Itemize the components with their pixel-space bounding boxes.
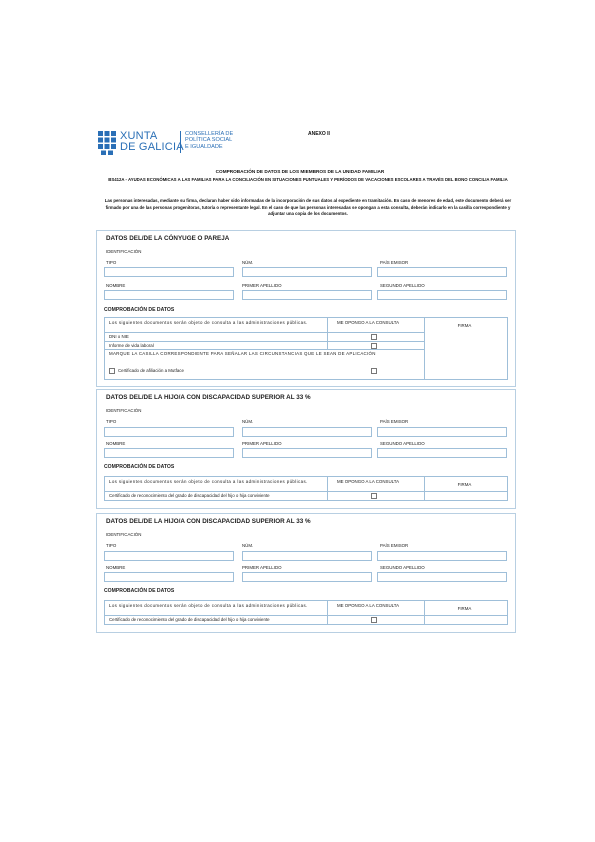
pais-label: PAÍS EMISOR	[380, 419, 409, 424]
primer-apellido-label: PRIMER APELLIDO	[242, 283, 282, 288]
logo-line1: XUNTA	[120, 130, 158, 142]
section-conyuge	[96, 230, 516, 387]
num-label: NÚM.	[242, 260, 254, 265]
logo-line2: DE GALICIA	[120, 141, 184, 153]
me-opongo-header: ME OPONGO A LA CONSULTA	[336, 603, 400, 608]
identification-label: IDENTIFICACIÓN	[106, 408, 142, 413]
mutface-checkbox[interactable]	[109, 368, 115, 374]
segundo-apellido-label: SEGUNDO APELLIDO	[380, 441, 425, 446]
segundo-apellido-label: SEGUNDO APELLIDO	[380, 565, 425, 570]
num-label: NÚM.	[242, 543, 254, 548]
dept-line1: CONSELLERÍA DE	[185, 131, 234, 137]
firma-header: FIRMA	[457, 482, 472, 487]
divider	[424, 477, 425, 500]
opongo-dni-checkbox[interactable]	[371, 334, 377, 340]
xunta-logo	[98, 131, 248, 157]
docs-text: Los siguientes documentos serán objeto de consulta a las administraciones públicas.	[109, 603, 308, 608]
me-opongo-header: ME OPONGO A LA CONSULTA	[336, 479, 400, 484]
document-subtitle: BS412A - AYUDAS ECONÓMICAS A LAS FAMILIAS PARA LA CONCILIACIÓN EN SITUACIONES PUNTUALES Y PERÍODOS DE VACACIONES ESCOLARES A TRAVÉS DEL BONO CONCILIA FAMILIA	[108, 177, 508, 182]
nombre-label: NOMBRE	[106, 441, 126, 446]
segundo-apellido-label: SEGUNDO APELLIDO	[380, 283, 425, 288]
primer-apellido-field[interactable]	[242, 290, 372, 300]
firma-header: FIRMA	[457, 323, 472, 328]
circunstancias-note: MARQUE LA CASILLA CORRESPONDIENTE PARA SEÑALAR LAS CIRCUNSTANCIAS QUE LE SEAN DE APLICACIÓN	[109, 351, 376, 356]
dept-line3: E IGUALDADE	[185, 143, 223, 150]
segundo-apellido-field[interactable]	[377, 290, 507, 300]
divider	[105, 341, 424, 342]
docs-text: Los siguientes documentos serán objeto de consulta a las administraciones públicas.	[109, 320, 308, 325]
comprobacion-table	[104, 600, 508, 625]
primer-apellido-label: PRIMER APELLIDO	[242, 441, 282, 446]
row-mutface: Certificado de afiliación a Mutface	[118, 368, 184, 373]
opongo-mutface-checkbox[interactable]	[371, 368, 377, 374]
comprobacion-label: COMPROBACIÓN DE DATOS	[104, 307, 175, 313]
row-certificado: Certificado de reconocimiento del grado de discapacidad del hijo o hija conviviente	[109, 493, 270, 498]
pais-field[interactable]	[377, 267, 507, 277]
logo-department	[180, 131, 233, 153]
num-field[interactable]	[242, 551, 372, 561]
section-hijo-2	[96, 513, 516, 633]
dept-line2: POLÍTICA SOCIAL	[185, 137, 233, 144]
docs-text: Los siguientes documentos serán objeto de consulta a las administraciones públicas.	[109, 479, 308, 484]
section-hijo-1	[96, 389, 516, 509]
identification-label: IDENTIFICACIÓN	[106, 532, 142, 537]
divider	[105, 349, 424, 350]
intro-paragraph: Las personas interesadas, mediante su firma, declaran haber sido informadas de la incorporación de sus datos al expediente en tramitación. En caso de menores de edad, este documento deberá ser firmado por una de las personas progenitoras, tutoría o representante legal. En el caso de que las personas interesadas se opongan a esta consulta, deberán indicarlo en la casilla correspondiente y adjuntar una copia de los documentos.	[104, 198, 512, 217]
nombre-field[interactable]	[104, 290, 234, 300]
primer-apellido-field[interactable]	[242, 572, 372, 582]
divider	[105, 491, 507, 492]
nombre-field[interactable]	[104, 448, 234, 458]
divider	[327, 318, 328, 350]
pais-label: PAÍS EMISOR	[380, 260, 409, 265]
divider	[327, 601, 328, 624]
tipo-field[interactable]	[104, 267, 234, 277]
primer-apellido-label: PRIMER APELLIDO	[242, 565, 282, 570]
comprobacion-table	[104, 476, 508, 501]
segundo-apellido-field[interactable]	[377, 448, 507, 458]
comprobacion-label: COMPROBACIÓN DE DATOS	[104, 464, 175, 470]
identification-label: IDENTIFICACIÓN	[106, 249, 142, 254]
pais-field[interactable]	[377, 551, 507, 561]
tipo-field[interactable]	[104, 427, 234, 437]
tipo-field[interactable]	[104, 551, 234, 561]
row-dni: DNI o NIE	[109, 334, 129, 339]
me-opongo-header: ME OPONGO A LA CONSULTA	[336, 320, 400, 325]
divider	[327, 477, 328, 500]
row-vida-laboral: Informe de vida laboral	[109, 343, 154, 348]
section-title: DATOS DEL/DE LA HIJO/A CON DISCAPACIDAD SUPERIOR AL 33 %	[106, 518, 311, 525]
primer-apellido-field[interactable]	[242, 448, 372, 458]
num-label: NÚM.	[242, 419, 254, 424]
num-field[interactable]	[242, 267, 372, 277]
nombre-label: NOMBRE	[106, 565, 126, 570]
nombre-field[interactable]	[104, 572, 234, 582]
divider	[424, 601, 425, 624]
logo-text	[120, 131, 184, 153]
divider	[424, 318, 425, 379]
pais-label: PAÍS EMISOR	[380, 543, 409, 548]
opongo-certificado-checkbox[interactable]	[371, 617, 377, 623]
section-title: DATOS DEL/DE LA CÓNYUGE O PAREJA	[106, 235, 230, 242]
nombre-label: NOMBRE	[106, 283, 126, 288]
opongo-vida-laboral-checkbox[interactable]	[371, 343, 377, 349]
row-certificado: Certificado de reconocimiento del grado de discapacidad del hijo o hija conviviente	[109, 617, 270, 622]
firma-header: FIRMA	[457, 606, 472, 611]
tipo-label: TIPO	[106, 419, 117, 424]
pais-field[interactable]	[377, 427, 507, 437]
anexo-label: ANEXO II	[308, 131, 330, 137]
segundo-apellido-field[interactable]	[377, 572, 507, 582]
divider	[105, 332, 424, 333]
tipo-label: TIPO	[106, 543, 117, 548]
divider	[105, 615, 507, 616]
section-title: DATOS DEL/DE LA HIJO/A CON DISCAPACIDAD SUPERIOR AL 33 %	[106, 394, 311, 401]
opongo-certificado-checkbox[interactable]	[371, 493, 377, 499]
document-title: COMPROBACIÓN DE DATOS DE LOS MIEMBROS DE LA UNIDAD FAMILIAR	[215, 169, 385, 174]
comprobacion-table	[104, 317, 508, 380]
tipo-label: TIPO	[106, 260, 117, 265]
comprobacion-label: COMPROBACIÓN DE DATOS	[104, 588, 175, 594]
xunta-emblem-icon	[98, 131, 116, 155]
num-field[interactable]	[242, 427, 372, 437]
